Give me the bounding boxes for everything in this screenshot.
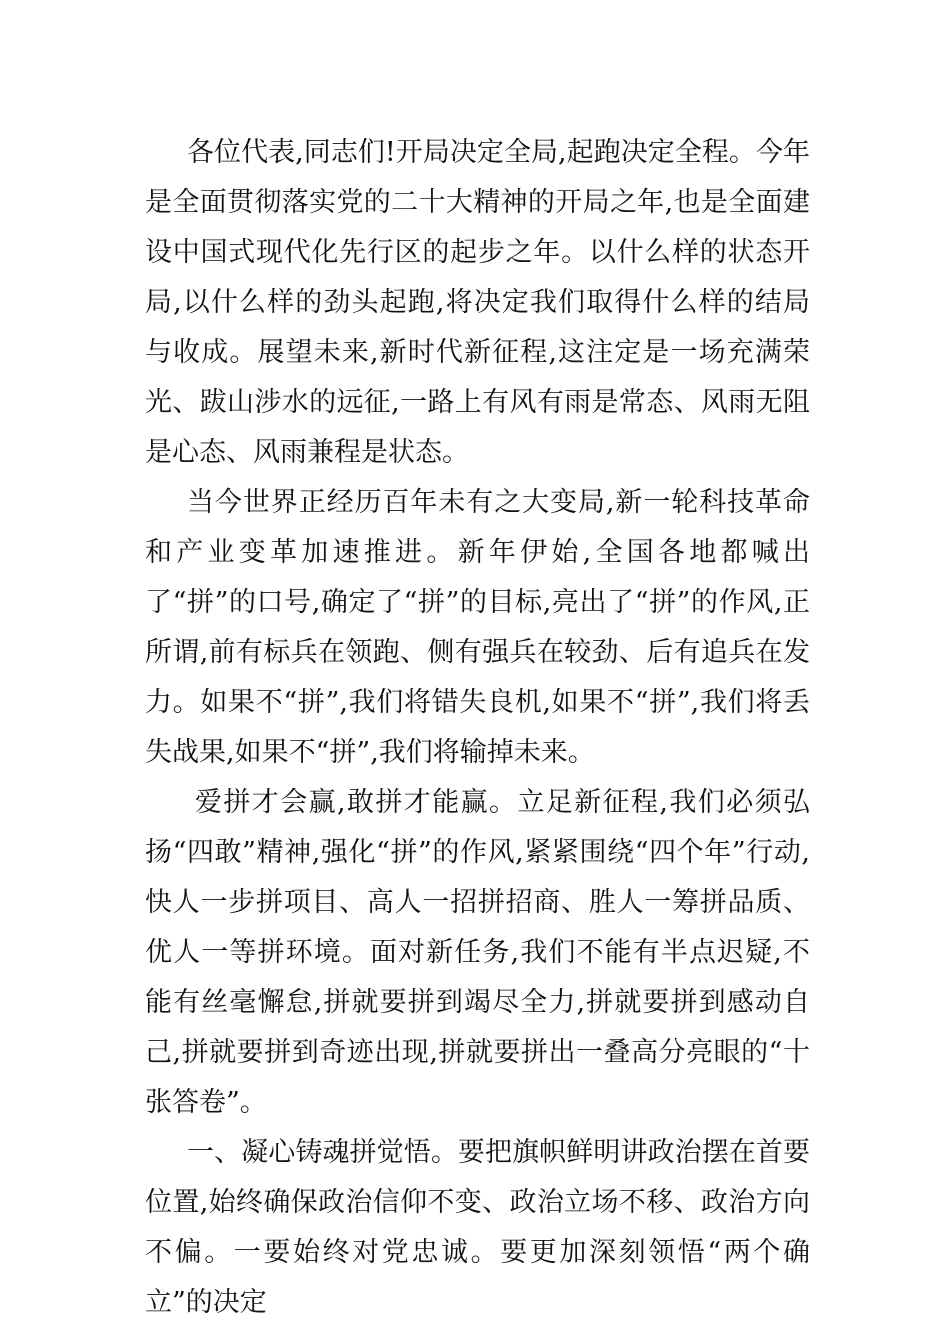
paragraph-dare-to-strive: 爱拼才会赢,敢拼才能赢。立足新征程,我们必须弘扬“四敢”精神,强化“拼”的作风,紧紧围绕“四个年”行动,快人一步拼项目、高人一招拼招商、胜人一筹拼品质、优人一等拼环境。面对新任务,我们不能有半点迟疑,不能有丝毫懈怠,拼就要拼到竭尽全力,拼就要拼到感动自己,拼就要拼到奇迹出现,拼就要拼出一叠高分亮眼的“十张答卷”。 <box>145 787 810 1118</box>
document-body <box>145 128 810 1328</box>
paragraph-section-one: 一、凝心铸魂拼觉悟。要把旗帜鲜明讲政治摆在首要位置,始终确保政治信仰不变、政治立场不移、政治方向不偏。一要始终对党忠诚。要更加深刻领悟“两个确立”的决定 <box>145 1137 810 1318</box>
paragraph-world-situation: 当今世界正经历百年未有之大变局,新一轮科技革命和产业变革加速推进。新年伊始,全国各地都喊出了“拼”的口号,确定了“拼”的目标,亮出了“拼”的作风,正所谓,前有标兵在领跑、侧有强兵在较劲、后有追兵在发力。如果不“拼”,我们将错失良机,如果不“拼”,我们将丢失战果,如果不“拼”,我们将输掉未来。 <box>145 487 810 768</box>
paragraph-opening: 各位代表,同志们!开局决定全局,起跑决定全程。今年是全面贯彻落实党的二十大精神的开局之年,也是全面建设中国式现代化先行区的起步之年。以什么样的状态开局,以什么样的劲头起跑,将决定我们取得什么样的结局与收成。展望未来,新时代新征程,这注定是一场充满荣光、跋山涉水的远征,一路上有风有雨是常态、风雨无阻是心态、风雨兼程是状态。 <box>145 137 810 468</box>
